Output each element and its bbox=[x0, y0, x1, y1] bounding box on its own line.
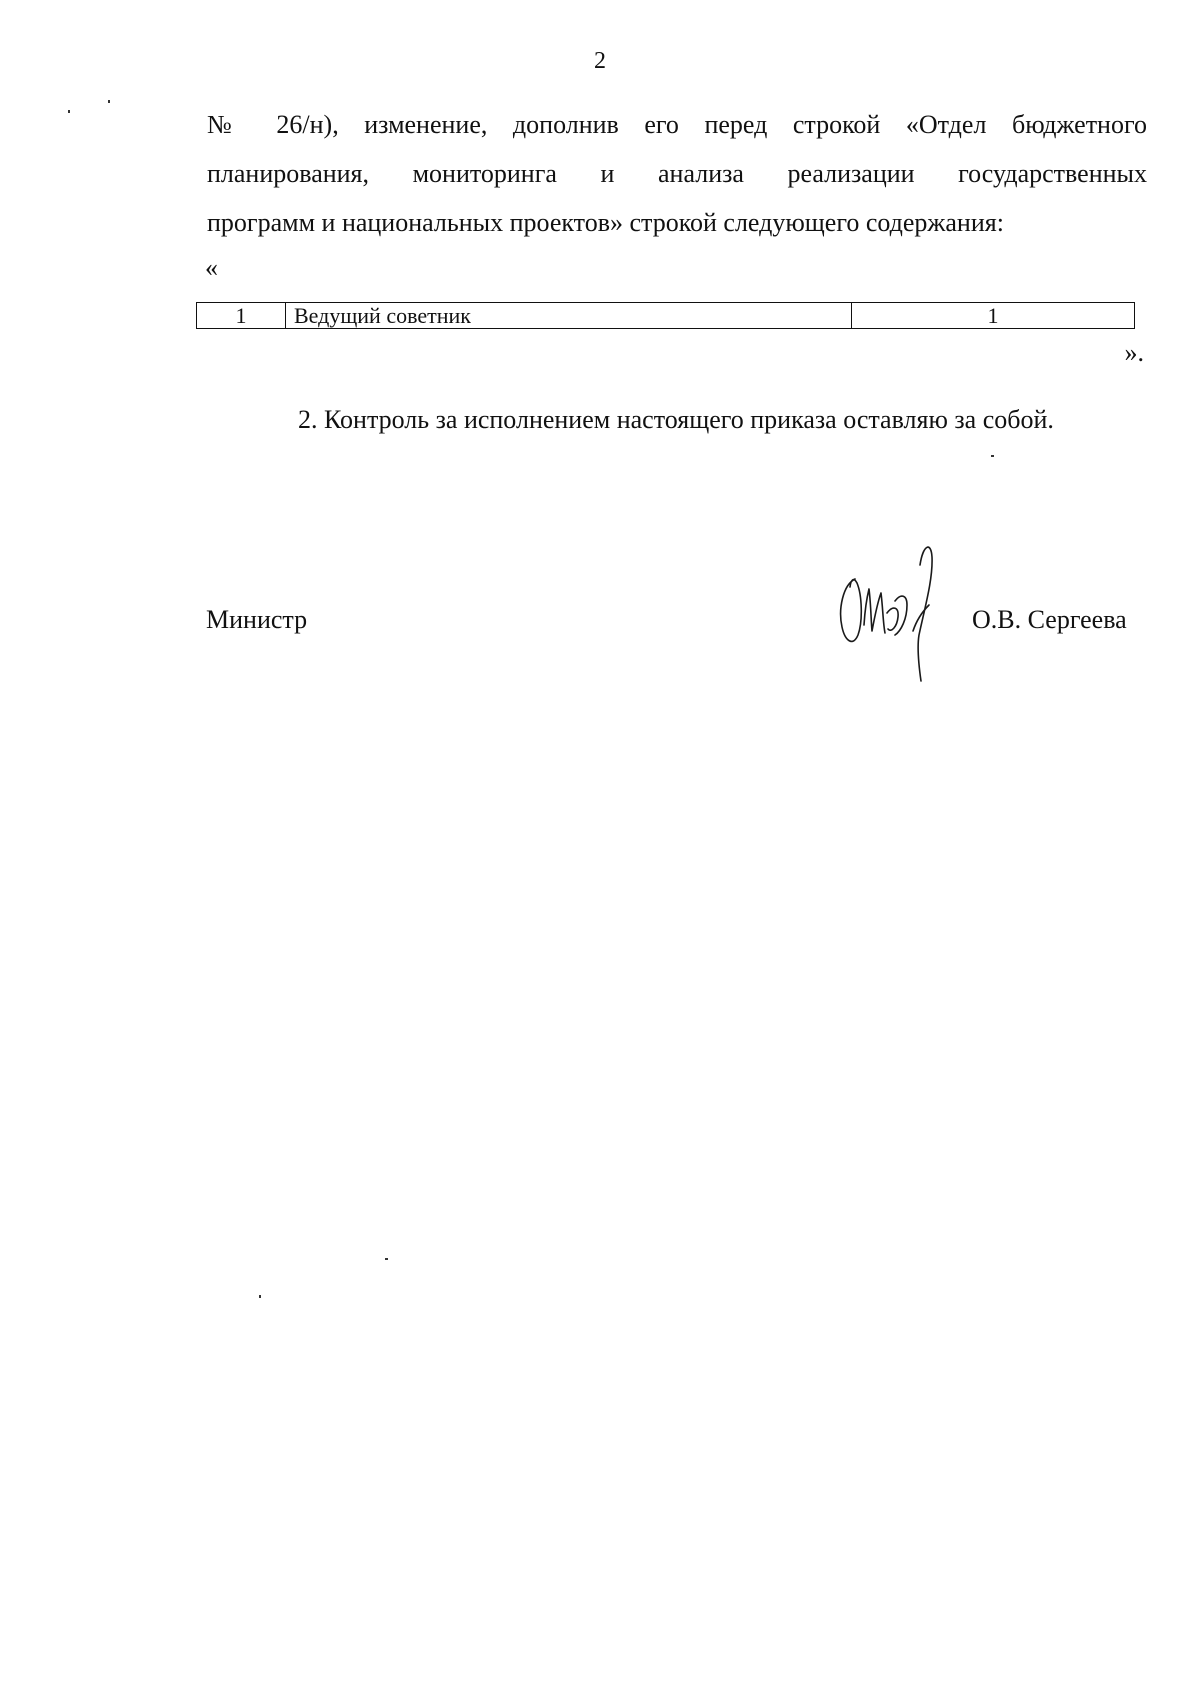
scan-speck bbox=[991, 455, 994, 457]
paragraph-line: № 26/н), изменение, дополнив его перед строкой «Отдел бюджетного bbox=[207, 110, 1147, 139]
paragraph-line: программ и национальных проектов» строкой следующего содержания: bbox=[207, 208, 1004, 237]
scan-speck bbox=[68, 110, 70, 113]
scan-speck bbox=[259, 1295, 261, 1298]
signatory-role: Министр bbox=[206, 605, 308, 634]
control-clause: 2. Контроль за исполнением настоящего приказа оставляю за собой. bbox=[298, 405, 1054, 434]
amendment-paragraph bbox=[207, 100, 1147, 247]
open-quote: « bbox=[205, 253, 218, 282]
close-quote: ». bbox=[1124, 338, 1144, 367]
signatory-name: О.В. Сергеева bbox=[972, 605, 1127, 634]
scan-speck bbox=[385, 1258, 388, 1260]
row-number: 1 bbox=[197, 303, 286, 329]
row-position: Ведущий советник bbox=[286, 303, 852, 329]
signature-icon bbox=[835, 535, 955, 685]
row-count: 1 bbox=[852, 303, 1135, 329]
staff-table bbox=[196, 302, 1135, 329]
table-row bbox=[197, 303, 1135, 329]
paragraph-line: планирования, мониторинга и анализа реализации государственных bbox=[207, 159, 1147, 188]
scan-speck bbox=[108, 100, 110, 103]
page-number: 2 bbox=[594, 48, 606, 74]
